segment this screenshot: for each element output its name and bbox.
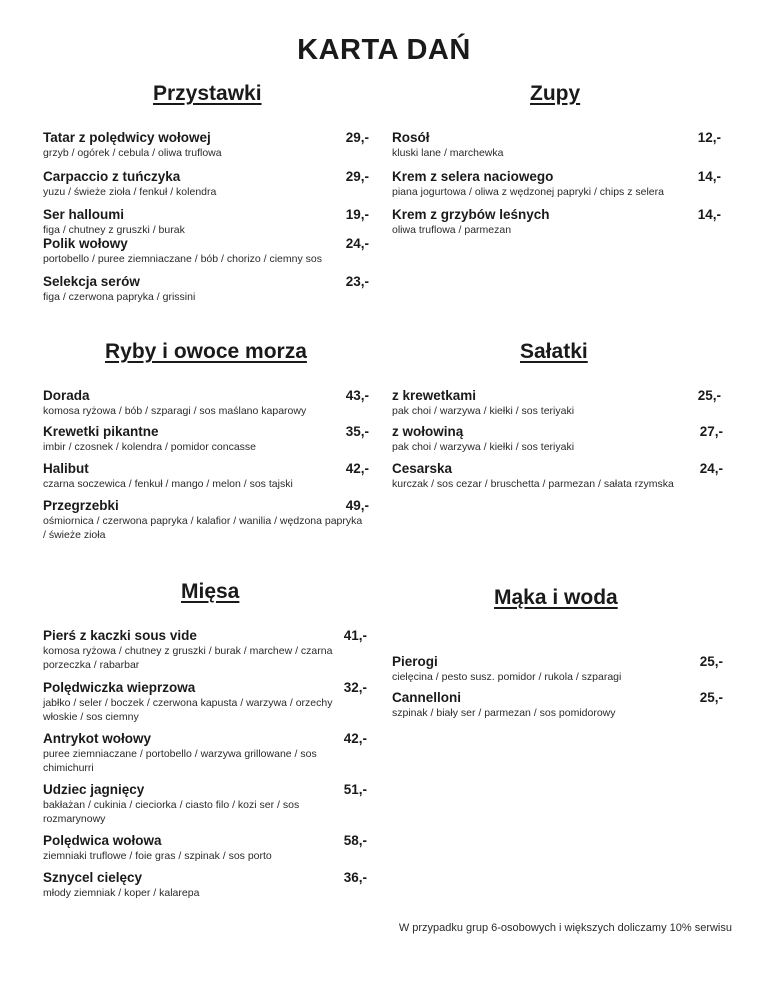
item-price: 19,- [345, 207, 369, 222]
item-desc: jabłko / seler / boczek / czerwona kapusta / warzywa / orzechy włoskie / sos ciemny [43, 697, 333, 723]
menu-item [43, 169, 369, 199]
item-name: Przegrzebki [43, 498, 119, 513]
menu-item [43, 782, 367, 826]
item-desc: kluski lane / marchewka [392, 147, 504, 159]
item-price: 42,- [343, 731, 367, 746]
item-desc: czarna soczewica / fenkuł / mango / melon / sos tajski [43, 478, 293, 490]
item-desc: figa / chutney z gruszki / burak [43, 224, 185, 236]
menu-item [43, 628, 367, 672]
item-desc: yuzu / świeże zioła / fenkuł / kolendra [43, 186, 217, 198]
item-desc: ziemniaki truflowe / foie gras / szpinak / sos porto [43, 850, 272, 862]
item-price: 25,- [699, 654, 723, 669]
item-price: 35,- [345, 424, 369, 439]
item-name: Krem z grzybów leśnych [392, 207, 550, 222]
item-name: Pierogi [392, 654, 438, 669]
item-name: Antrykot wołowy [43, 731, 152, 746]
item-desc: komosa ryżowa / chutney z gruszki / burak / marchew / czarna porzeczka / rabarbar [43, 645, 333, 671]
item-name: Dorada [43, 388, 90, 403]
item-desc: grzyb / ogórek / cebula / oliwa truflowa [43, 147, 222, 159]
menu-item [43, 130, 369, 160]
item-name: Halibut [43, 461, 89, 476]
item-price: 49,- [345, 498, 369, 513]
menu-item [43, 833, 367, 863]
section-title-zupy: Zupy [530, 82, 581, 105]
menu-item [43, 207, 369, 237]
item-name: Cannelloni [392, 690, 462, 705]
item-desc: puree ziemniaczane / portobello / warzywa grillowane / sos chimichurri [43, 748, 317, 774]
item-desc: pak choi / warzywa / kiełki / sos teriyaki [392, 405, 575, 417]
item-price: 27,- [699, 424, 723, 439]
menu-item [43, 498, 369, 542]
menu-item [392, 388, 721, 418]
item-desc: kurczak / sos cezar / bruschetta / parmezan / sałata rzymska [392, 478, 674, 490]
item-desc: pak choi / warzywa / kiełki / sos teriyaki [392, 441, 575, 453]
item-name: Selekcja serów [43, 274, 140, 289]
item-name: Krem z selera naciowego [392, 169, 554, 184]
item-price: 25,- [697, 388, 721, 403]
item-name: Polędwica wołowa [43, 833, 162, 848]
menu-item [43, 870, 367, 900]
section-title-miesa: Mięsa [181, 580, 240, 603]
menu-item [43, 236, 369, 266]
item-price: 29,- [345, 130, 369, 145]
item-price: 24,- [345, 236, 369, 251]
item-desc: ośmiornica / czerwona papryka / kalafior / wanilia / wędzona papryka / świeże zioła [43, 515, 363, 541]
menu-item [392, 654, 723, 684]
item-price: 43,- [345, 388, 369, 403]
item-name: Krewetki pikantne [43, 424, 159, 439]
menu-item [43, 388, 369, 418]
section-title-przystawki: Przystawki [153, 82, 262, 105]
menu-item [392, 169, 721, 199]
menu-item [392, 424, 723, 454]
item-price: 58,- [343, 833, 367, 848]
item-price: 14,- [697, 207, 721, 222]
item-name: Polędwiczka wieprzowa [43, 680, 196, 695]
item-name: Rosół [392, 130, 430, 145]
menu-item [392, 461, 723, 491]
item-price: 42,- [345, 461, 369, 476]
item-name: z wołowiną [392, 424, 464, 439]
item-desc: figa / czerwona papryka / grissini [43, 291, 196, 303]
item-price: 12,- [697, 130, 721, 145]
menu-item [43, 274, 369, 304]
menu-item [43, 461, 369, 491]
menu-item [392, 130, 721, 160]
item-desc: komosa ryżowa / bób / szparagi / sos maślano kaparowy [43, 405, 307, 417]
item-price: 25,- [699, 690, 723, 705]
item-desc: portobello / puree ziemniaczane / bób / chorizo / ciemny sos [43, 253, 322, 265]
item-price: 36,- [343, 870, 367, 885]
menu-item [43, 680, 367, 724]
item-name: z krewetkami [392, 388, 477, 403]
item-desc: młody ziemniak / koper / kalarepa [43, 887, 200, 899]
item-name: Ser halloumi [43, 207, 125, 222]
item-desc: szpinak / biały ser / parmezan / sos pomidorowy [392, 707, 616, 719]
menu-item [392, 207, 721, 237]
item-name: Polik wołowy [43, 236, 128, 251]
item-price: 23,- [345, 274, 369, 289]
page-title: KARTA DAŃ [297, 34, 471, 66]
item-price: 24,- [699, 461, 723, 476]
item-name: Sznycel cielęcy [43, 870, 143, 885]
item-desc: cielęcina / pesto susz. pomidor / rukola / szparagi [392, 671, 622, 683]
item-name: Tatar z polędwicy wołowej [43, 130, 211, 145]
menu-item [43, 731, 367, 775]
item-price: 14,- [697, 169, 721, 184]
menu-item [392, 690, 723, 720]
item-name: Carpaccio z tuńczyka [43, 169, 181, 184]
service-charge-note: W przypadku grup 6-osobowych i większych doliczamy 10% serwisu [398, 922, 732, 934]
section-title-salatki: Sałatki [520, 340, 588, 363]
item-desc: oliwa truflowa / parmezan [392, 224, 512, 236]
section-title-ryby: Ryby i owoce morza [105, 340, 307, 363]
item-desc: bakłażan / cukinia / cieciorka / ciasto filo / kozi ser / sos rozmarynowy [43, 799, 300, 825]
item-name: Cesarska [392, 461, 453, 476]
item-name: Udziec jagnięcy [43, 782, 145, 797]
item-price: 41,- [343, 628, 367, 643]
item-price: 51,- [343, 782, 367, 797]
item-desc: piana jogurtowa / oliwa z wędzonej papryki / chips z selera [392, 186, 664, 198]
item-desc: imbir / czosnek / kolendra / pomidor concasse [43, 441, 257, 453]
menu-item [43, 424, 369, 454]
item-price: 32,- [343, 680, 367, 695]
item-price: 29,- [345, 169, 369, 184]
item-name: Pierś z kaczki sous vide [43, 628, 197, 643]
section-title-maka: Mąka i woda [494, 586, 618, 609]
